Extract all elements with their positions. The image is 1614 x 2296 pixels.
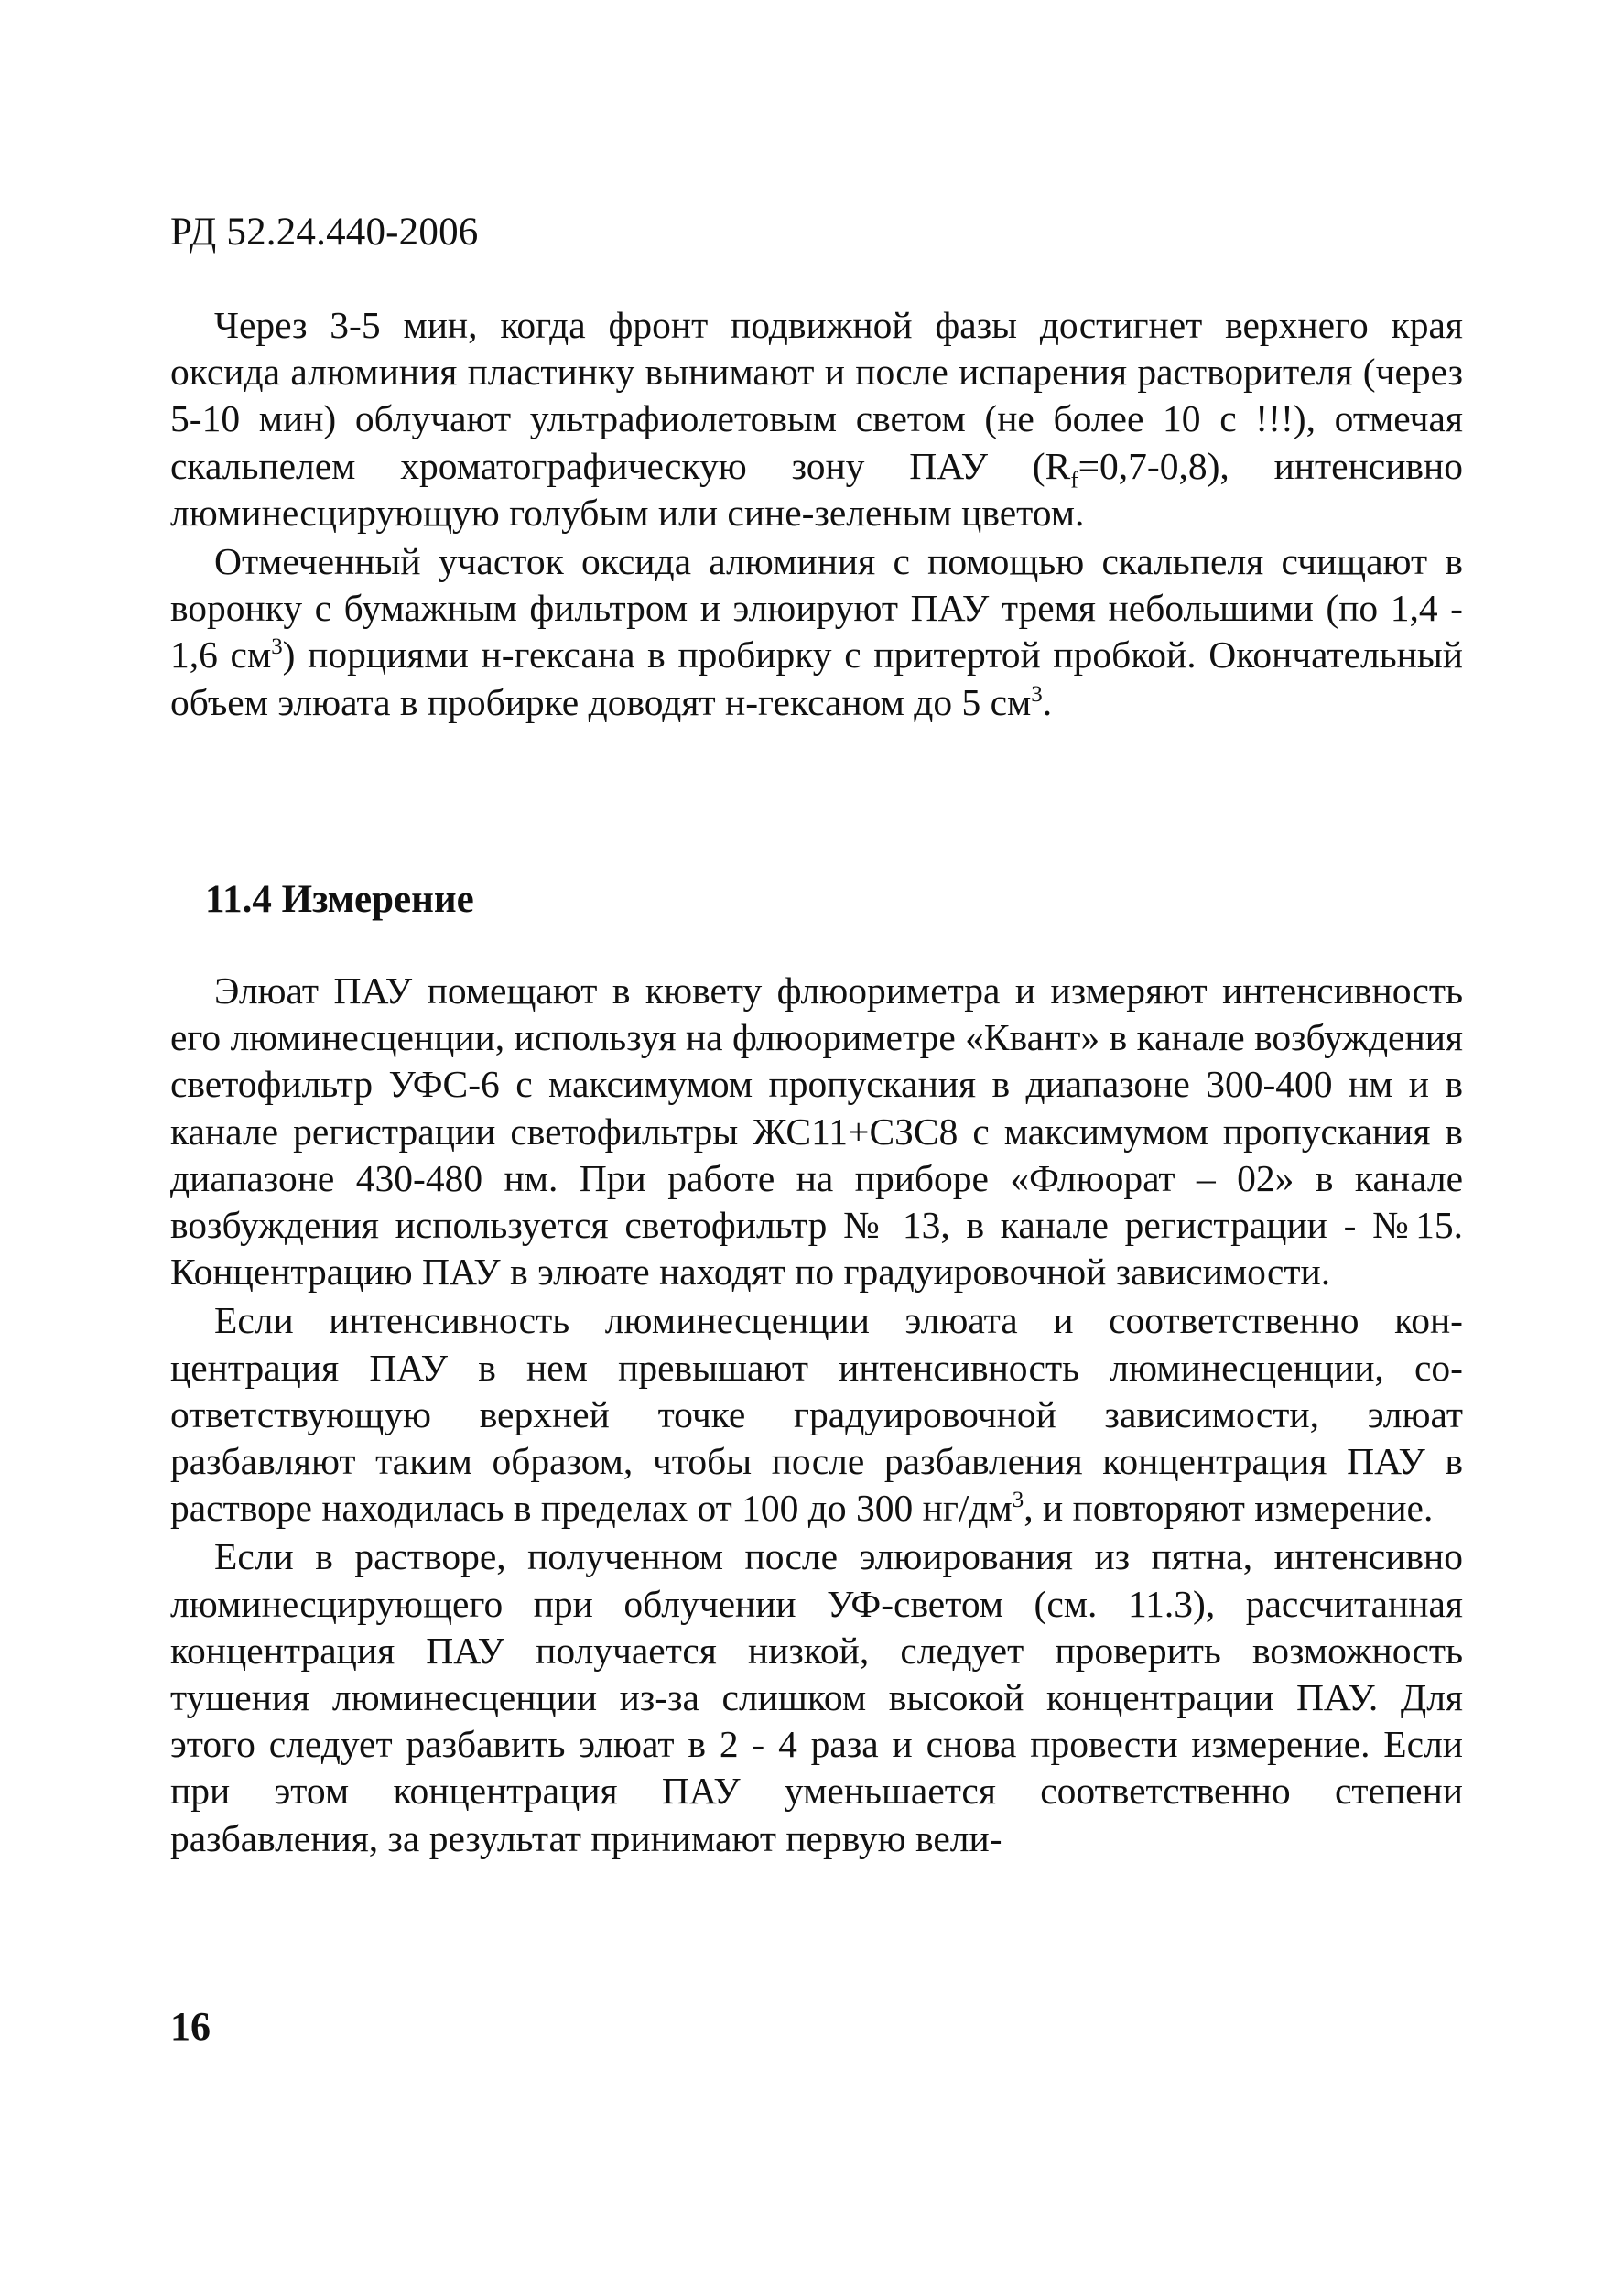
paragraph (170, 302, 1463, 536)
text-run: Через 3-5 мин, когда фронт подвижной фазы достигнет верхнего края оксида алюминия пластинку вынимают и после испарения растворителя (через 5-10 мин) облучают ультрафиолетовым светом (не более 10 с !!!), отмечая скальпелем хроматографическую зону ПАУ (R (170, 304, 1463, 487)
superscript: 3 (1031, 681, 1043, 707)
text-block-prev (170, 302, 1463, 726)
subscript: f (1070, 467, 1078, 493)
superscript: 3 (271, 634, 283, 660)
document-code: РД 52.24.440-2006 (170, 211, 479, 254)
text-run: Если интенсивность люминесценции элюата и соответственно концентрация ПАУ в нем превышают интенсивность люминесценции, соответствующую верхней точке градуировочной зависимости, элюат разбавляют таким образом, чтобы после разбавления концентрация ПАУ в растворе находилась в пределах от 100 до 300 нг/дм (170, 1299, 1463, 1530)
text-block-section (170, 968, 1463, 1862)
paragraph: Элюат ПАУ помещают в кювету флюориметра и измеряют интенсивность его люминесценции, используя на флюориметре «Квант» в канале возбуждения светофильтр УФС-6 с максимумом пропускания в диапазоне 300-400 нм и в канале регистрации светофильтры ЖС11+СЗС8 с максимумом пропускания в диапазоне 430-480 нм. При работе на приборе «Флюорат – 02» в канале возбуждения используется светофильтр № 13, в канале регистрации - №15. Концентрацию ПАУ в элюате находят по градуировочной зависимости. (170, 969, 1463, 1294)
text-run: Отмеченный участок оксида алюминия с помощью скальпеля счищают в воронку с бумажным фильтром и элюируют ПАУ тремя небольшими (по 1,4 - 1,6 см (170, 540, 1463, 677)
paragraph (170, 538, 1463, 726)
section-heading: 11.4 Измерение (205, 878, 474, 921)
page-number: 16 (170, 2004, 211, 2049)
text-run: . (1042, 680, 1053, 723)
text-run: =0,7-0,8), интенсивно люминесцирующую голубым или сине-зеленым цветом. (170, 444, 1463, 534)
paragraph (170, 1297, 1463, 1532)
text-run: , и повторяют измерение. (1024, 1487, 1434, 1530)
superscript: 3 (1012, 1488, 1024, 1513)
text-run: ) порциями н-гексана в пробирку с притертой пробкой. Окончательный объем элюата в пробирке доводят н-гексаном до 5 см (170, 634, 1463, 723)
paragraph: Если в растворе, полученном после элюирования из пятна, интенсивно люминесцирующего при облучении УФ-светом (см. 11.3), рассчитанная концентрация ПАУ получается низкой, следует проверить возможность тушения люминесценции из-за слишком высокой концентрации ПАУ. Для этого следует разбавить элюат в 2 - 4 раза и снова провести измерение. Если при этом концентрация ПАУ уменьшается соответственно степени разбавления, за результат принимают первую вели- (170, 1535, 1463, 1859)
